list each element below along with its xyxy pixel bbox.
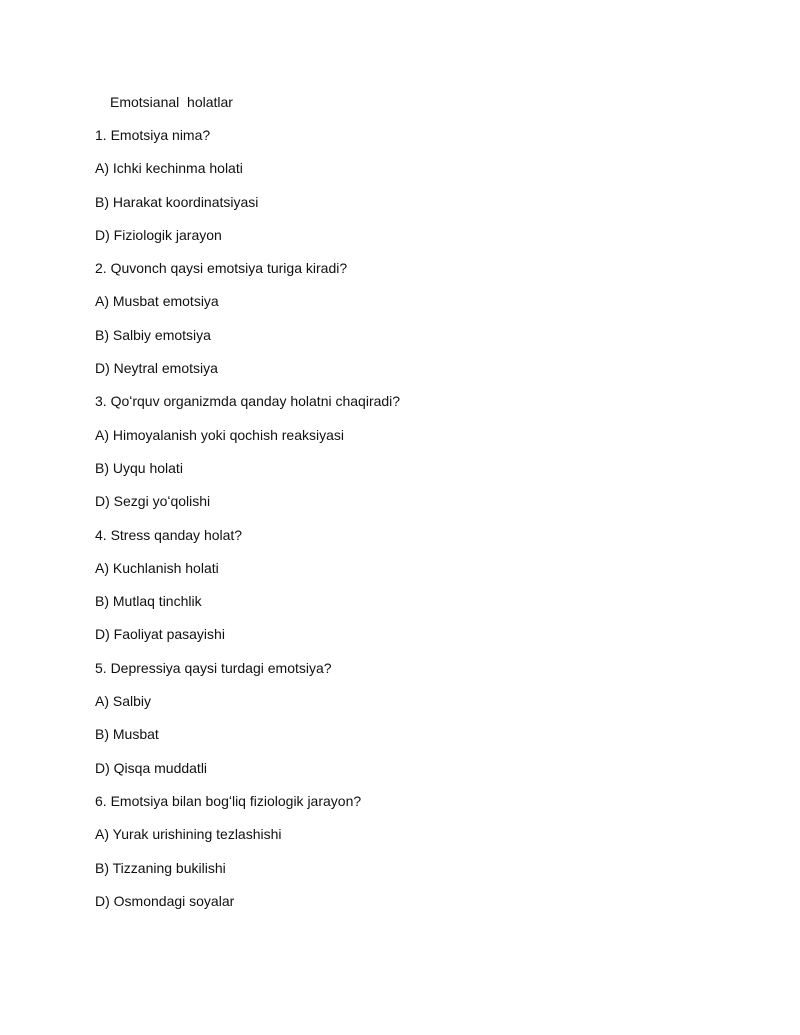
question-6: 6. Emotsiya bilan bogʻliq fiziologik jarayon? [95,792,362,809]
question-1-option-b: B) Harakat koordinatsiyasi [95,193,259,210]
question-3: 3. Qoʻrquv organizmda qanday holatni chaqiradi? [95,393,401,410]
question-4: 4. Stress qanday holat? [95,526,243,543]
document-title: Emotsianal holatlar [110,94,233,110]
question-3-option-a: A) Himoyalanish yoki qochish reaksiyasi [95,426,344,443]
question-2: 2. Quvonch qaysi emotsiya turiga kiradi? [95,260,348,277]
question-1-option-d: D) Fiziologik jarayon [95,226,222,243]
question-3-option-d: D) Sezgi yoʻqolishi [95,493,211,510]
question-1: 1. Emotsiya nima? [95,127,211,143]
question-5-option-d: D) Qisqa muddatli [95,759,208,776]
question-4-option-b: B) Mutlaq tinchlik [95,593,202,610]
question-6-option-d: D) Osmondagi soyalar [95,892,235,909]
question-4-option-a: A) Kuchlanish holati [95,559,219,576]
question-1-option-a: A) Ichki kechinma holati [95,160,243,177]
question-5: 5. Depressiya qaysi turdagi emotsiya? [95,659,332,676]
question-3-option-b: B) Uyqu holati [95,459,183,476]
question-2-option-a: A) Musbat emotsiya [95,293,219,310]
question-6-option-a: A) Yurak urishining tezlashishi [95,826,282,843]
question-6-option-b: B) Tizzaning bukilishi [95,859,226,876]
question-5-option-a: A) Salbiy [95,693,152,710]
question-5-option-b: B) Musbat [95,726,159,743]
question-2-option-b: B) Salbiy emotsiya [95,326,211,343]
question-list [95,125,400,924]
question-2-option-d: D) Neytral emotsiya [95,360,218,377]
question-4-option-d: D) Faoliyat pasayishi [95,626,225,643]
